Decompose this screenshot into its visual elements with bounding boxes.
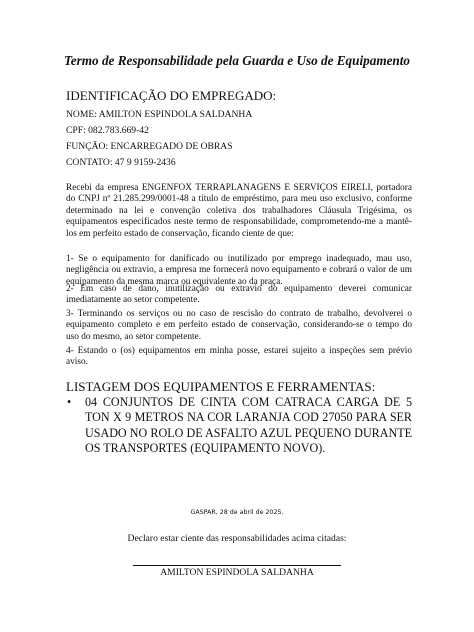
equipment-item-text: 04 CONJUNTOS DE CINTA COM CATRACA CARGA DE 5 TON X 9 METROS NA COR LARANJA COD 27050 PARA SER USADO NO ROLO DE ASFALTO AZUL PEQUENO DURANTE OS TRANSPORTES (EQUIPAMENTO NOVO). [85,395,412,455]
signature-line [133,565,341,566]
clause-1: 1- Se o equipamento for danificado ou inutilizado por emprego inadequado, mau uso, negligência ou extravio, a empresa me fornecerá novo equipamento e cobrará o valor de um equipamento da mesma marca ou equivalente ao da praça. [66,254,412,287]
equipment-list-heading: LISTAGEM DOS EQUIPAMENTOS E FERRAMENTAS: [66,379,376,394]
document-title: Termo de Responsabilidade pela Guarda e Uso de Equipamento [63,53,411,68]
bullet-icon: • [67,395,72,409]
clause-2: 2- Em caso de dano, inutilização ou extravio do equipamento deverei comunicar imediatamente ao setor competente. [66,284,412,306]
identification-heading: IDENTIFICAÇÃO DO EMPREGADO: [66,88,277,103]
signature-name: AMILTON ESPINDOLA SALDANHA [160,567,314,578]
employee-contact-field: CONTATO: 47 9 9159-2436 [66,157,176,168]
declaration-text: Declaro estar ciente das responsabilidades acima citadas: [127,533,347,544]
list-item [66,395,412,456]
intro-paragraph: Recebi da empresa ENGENFOX TERRAPLANAGENS E SERVIÇOS EIRELI, portadora do CNPJ nº 21.285.299/0001-48 a título de empréstimo, para meu uso exclusivo, conforme determinado na lei e convenção coletiva dos trabalhadores Cláusula Trigésima, os equipamentos especificados neste termo de responsabilidade, comprometendo-me a mantê-los em perfeito estado de conservação, ficando ciente de que: [66,183,412,239]
clause-4: 4- Estando o (os) equipamentos em minha posse, estarei sujeito a inspeções sem prévio aviso. [66,346,412,368]
employee-role-field: FUNÇÃO: ENCARREGADO DE OBRAS [66,141,233,152]
clause-3: 3- Terminando os serviços ou no caso de rescisão do contrato de trabalho, devolverei o equipamento completo e em perfeito estado de conservação, considerando-se o tempo do uso do mesmo, ao setor competente. [66,309,412,342]
employee-cpf-field: CPF: 082.783.669-42 [66,125,149,136]
place-date: GASPAR, 28 de abril de 2025. [190,509,284,516]
equipment-list [66,395,412,456]
employee-name-field: NOME: AMILTON ESPINDOLA SALDANHA [66,109,253,120]
